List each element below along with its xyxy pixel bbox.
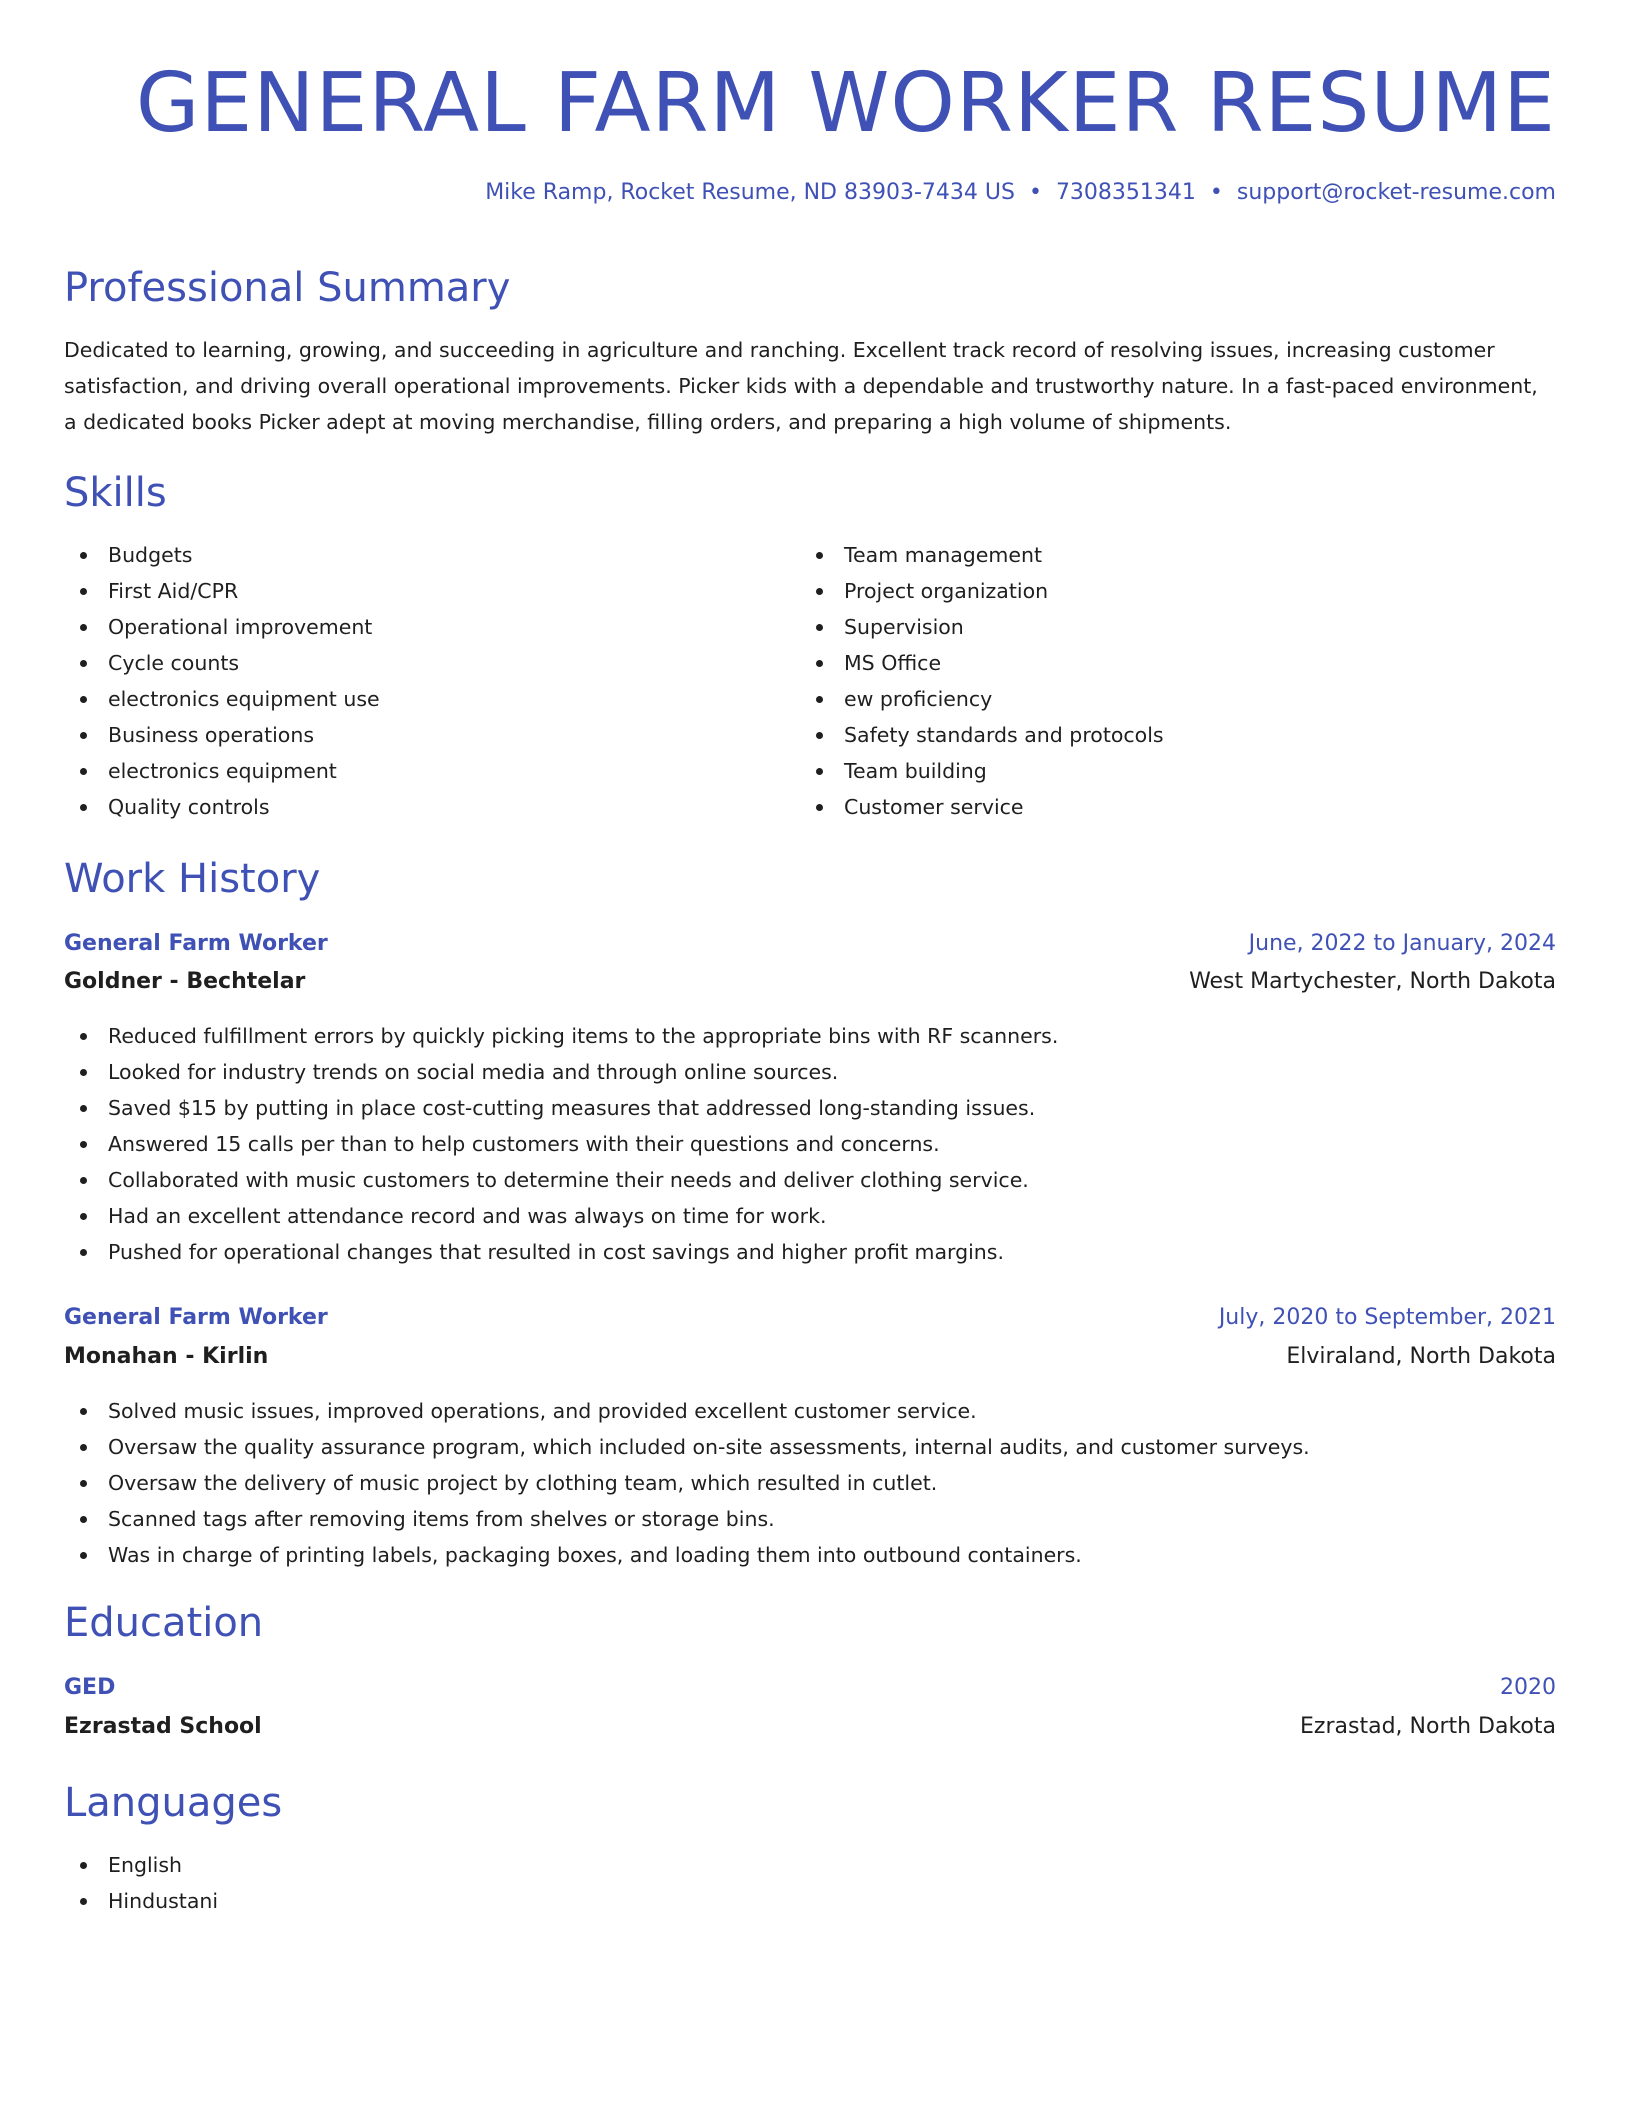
- job-duty: Saved $15 by putting in place cost-cutting measures that addressed long-standing issues.: [64, 1090, 1058, 1126]
- resume-page: [64, 0, 1556, 2112]
- contact-line: [485, 178, 1556, 208]
- skill-item: electronics equipment use: [64, 681, 380, 717]
- skill-item: Team building: [800, 753, 1164, 789]
- education-school-row: [64, 1709, 1556, 1745]
- job-dates: July, 2020 to September, 2021: [1218, 1305, 1556, 1330]
- job-location: Elviraland, North Dakota: [1286, 1344, 1556, 1369]
- job-duty: Had an excellent attendance record and was always on time for work.: [64, 1198, 1058, 1234]
- education-header: [64, 1670, 1556, 1706]
- job-duty: Was in charge of printing labels, packaging boxes, and loading them into outbound containers.: [64, 1537, 1310, 1573]
- skill-item: Business operations: [64, 717, 380, 753]
- contact-phone: 7308351341: [1055, 180, 1196, 205]
- skill-item: ew proficiency: [800, 681, 1164, 717]
- skill-item: Customer service: [800, 789, 1164, 825]
- job-duty: Scanned tags after removing items from shelves or storage bins.: [64, 1501, 1310, 1537]
- skill-item: Supervision: [800, 609, 1164, 645]
- job-duty: Collaborated with music customers to determine their needs and deliver clothing service.: [64, 1162, 1058, 1198]
- job-employer-row: [64, 964, 1556, 1000]
- job-header: [64, 926, 1556, 962]
- skill-item: electronics equipment: [64, 753, 380, 789]
- skill-item: Quality controls: [64, 789, 380, 825]
- resume-title: GENERAL FARM WORKER RESUME: [135, 56, 1556, 151]
- job-duty: Reduced fulfillment errors by quickly picking items to the appropriate bins with RF scanners.: [64, 1018, 1058, 1054]
- job-duty: Looked for industry trends on social media and through online sources.: [64, 1054, 1058, 1090]
- job-duty: Pushed for operational changes that resulted in cost savings and higher profit margins.: [64, 1234, 1058, 1270]
- education-heading: Education: [64, 1600, 264, 1646]
- job-duty: Solved music issues, improved operations, and provided excellent customer service.: [64, 1393, 1310, 1429]
- job-dates: June, 2022 to January, 2024: [1248, 931, 1556, 956]
- skill-item: Cycle counts: [64, 645, 380, 681]
- contact-separator: •: [1028, 180, 1042, 205]
- skill-item: Budgets: [64, 537, 380, 573]
- skill-item: First Aid/CPR: [64, 573, 380, 609]
- graduation-year: 2020: [1500, 1675, 1556, 1700]
- degree: GED: [64, 1675, 116, 1700]
- job-duties-list: [64, 1018, 1058, 1270]
- job-duty: Answered 15 calls per than to help customers with their questions and concerns.: [64, 1126, 1058, 1162]
- job-title: General Farm Worker: [64, 931, 328, 956]
- skills-list-left: [64, 537, 380, 825]
- skill-item: Project organization: [800, 573, 1164, 609]
- job-location: West Martychester, North Dakota: [1189, 969, 1556, 994]
- language-item: English: [64, 1847, 218, 1883]
- skills-heading: Skills: [64, 470, 167, 516]
- job-title: General Farm Worker: [64, 1305, 328, 1330]
- skill-item: MS Office: [800, 645, 1164, 681]
- job-employer-row: [64, 1339, 1556, 1375]
- contact-separator: •: [1209, 180, 1223, 205]
- job-header: [64, 1300, 1556, 1336]
- contact-email: support@rocket-resume.com: [1236, 180, 1556, 205]
- company-name: Monahan - Kirlin: [64, 1344, 269, 1369]
- skill-item: Safety standards and protocols: [800, 717, 1164, 753]
- skill-item: Operational improvement: [64, 609, 380, 645]
- contact-address: Mike Ramp, Rocket Resume, ND 83903-7434 US: [485, 180, 1015, 205]
- summary-heading: Professional Summary: [64, 265, 511, 311]
- school-name: Ezrastad School: [64, 1714, 262, 1739]
- language-item: Hindustani: [64, 1883, 218, 1919]
- job-duty: Oversaw the quality assurance program, which included on-site assessments, internal audits, and customer surveys.: [64, 1429, 1310, 1465]
- school-location: Ezrastad, North Dakota: [1300, 1714, 1556, 1739]
- summary-text: Dedicated to learning, growing, and succeeding in agriculture and ranching. Excellent track record of resolving issues, increasing customer satisfaction, and driving overall operational improvements. Picker kids with a dependable and trustworthy nature. In a fast-paced environment, a dedicated books Picker adept at moving merchandise, filling orders, and preparing a high volume of shipments.: [64, 338, 1538, 434]
- skill-item: Team management: [800, 537, 1164, 573]
- languages-heading: Languages: [64, 1780, 283, 1826]
- skills-list-right: [800, 537, 1164, 825]
- company-name: Goldner - Bechtelar: [64, 969, 306, 994]
- languages-list: [64, 1847, 218, 1919]
- job-duty: Oversaw the delivery of music project by clothing team, which resulted in cutlet.: [64, 1465, 1310, 1501]
- job-duties-list: [64, 1393, 1310, 1573]
- work-history-heading: Work History: [64, 856, 321, 902]
